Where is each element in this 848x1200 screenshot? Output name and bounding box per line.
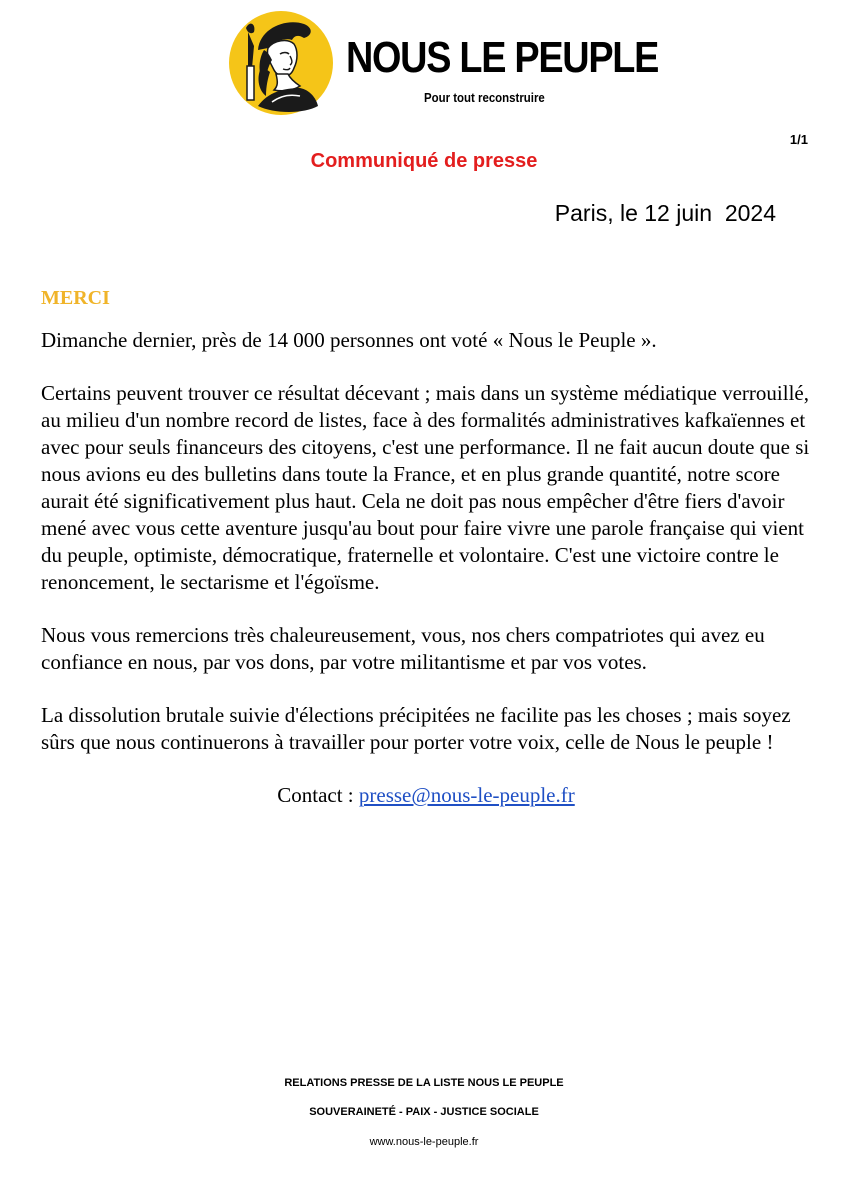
dateline: Paris, le 12 juin 2024 xyxy=(554,200,776,226)
marianne-head-icon xyxy=(228,10,334,116)
brand-tagline: Pour tout reconstruire xyxy=(424,90,545,105)
body-heading: MERCI xyxy=(41,287,110,309)
press-release-body xyxy=(41,285,811,809)
contact-line xyxy=(41,782,811,809)
footer-website: www.nous-le-peuple.fr xyxy=(369,1136,479,1148)
page-number: 1/1 xyxy=(789,132,808,147)
contact-label: Contact : xyxy=(277,783,359,807)
paragraph: La dissolution brutale suivie d'élections précipitées ne facilite pas les choses ; mais soyez sûrs que nous continuerons à travailler pour porter votre voix, celle de Nous le peuple ! xyxy=(41,703,791,754)
contact-email-link[interactable]: presse@nous-le-peuple.fr xyxy=(358,783,575,807)
paragraph: Nous vous remercions très chaleureusement, vous, nos chers compatriotes qui avez eu confiance en nous, par vos dons, par votre militantisme et par vos votes. xyxy=(41,623,765,674)
paragraph: Dimanche dernier, près de 14 000 personnes ont voté « Nous le Peuple ». xyxy=(41,328,657,352)
letterhead xyxy=(228,10,659,120)
footer-motto: SOUVERAINETÉ - PAIX - JUSTICE SOCIALE xyxy=(309,1106,539,1118)
footer-press-relations: RELATIONS PRESSE DE LA LISTE NOUS LE PEUPLE xyxy=(284,1077,564,1089)
document-type-title: Communiqué de presse xyxy=(310,150,538,172)
brand-name: NOUS LE PEUPLE xyxy=(346,33,659,82)
paragraph: Certains peuvent trouver ce résultat décevant ; mais dans un système médiatique verrouillé, au milieu d'un nombre record de listes, face à des formalités administratives kafkaïennes et avec pour seuls financeurs des citoyens, c'est une performance. Il ne fait aucun doute que si nous avions eu des bulletins dans toute la France, et en plus grande quantité, notre score aurait été significativement plus haut. Cela ne doit pas nous empêcher d'être fiers d'avoir mené avec vous cette aventure jusqu'au bout pour faire vivre une parole française qui vient du peuple, optimiste, démocratique, fraternelle et volontaire. C'est une victoire contre le renoncement, le sectarisme et l'égoïsme. xyxy=(41,381,810,594)
